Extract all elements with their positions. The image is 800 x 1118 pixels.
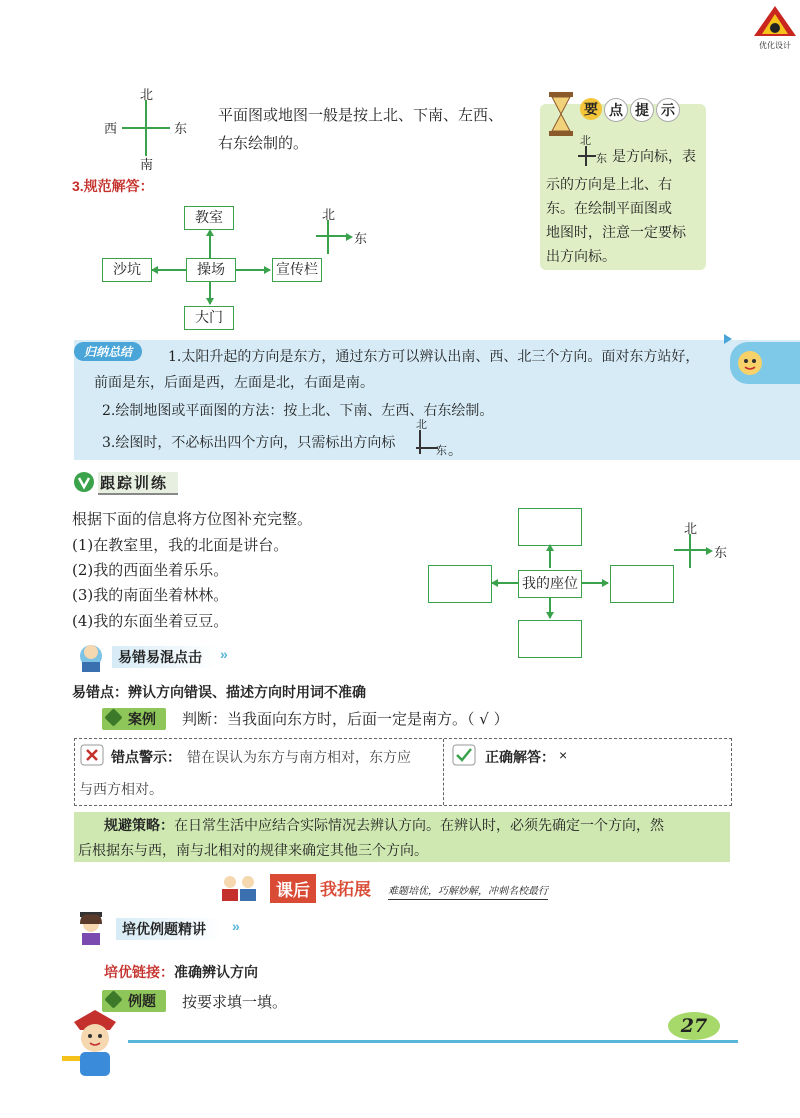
tip-line1: 是方向标，表 (612, 149, 696, 165)
map-box-center: 操场 (186, 258, 236, 282)
compass-north: 北 (140, 88, 154, 103)
mistake-title: 易错易混点击 (112, 646, 216, 668)
map-box-right: 宣传栏 (272, 258, 322, 282)
tip-panel (540, 101, 706, 270)
tip-compass-north: 北 (580, 134, 591, 147)
warning-text-2: 与西方相对。 (79, 782, 163, 798)
tip-line2: 示的方向是上北、右 (546, 177, 672, 193)
compass-south: 南 (140, 158, 154, 173)
warning-label: 错点警示： (111, 749, 181, 765)
training-header (72, 470, 202, 494)
case-text: 判断：当我面向东方时，后面一定是南方。（ √ ） (182, 710, 509, 728)
example-text: 按要求填一填。 (182, 993, 288, 1011)
compass-east: 东 (174, 122, 188, 137)
tip-line3: 东。在绘制平面图或 (546, 201, 672, 217)
summary-item1b: 前面是东，后面是西，左面是北，右面是南。 (94, 375, 374, 391)
extension-banner (218, 872, 588, 906)
kids-group-icon (218, 872, 266, 904)
side-tab (730, 342, 800, 384)
advanced-link (104, 962, 258, 982)
correct-text: × (559, 747, 568, 763)
compass-west: 西 (104, 122, 118, 137)
map1-compass-east: 东 (354, 232, 368, 247)
strategy-text-2: 后根据东与西，南与北相对的规律来确定其他三个方向。 (78, 843, 428, 859)
advanced-header (72, 910, 262, 946)
summary-item2: 2.绘制地图或平面图的方法：按上北、下南、左西、右东绘制。 (102, 403, 494, 419)
tip-title-char: 提 (630, 98, 654, 122)
tip-line5: 出方向标。 (546, 249, 616, 265)
page-number: 27 (680, 1015, 708, 1037)
footer-bar (128, 1040, 738, 1043)
strategy-label: 规避策略： (104, 817, 174, 833)
blank-box-left[interactable] (428, 565, 492, 603)
training-item-3: (3)我的南面坐着林林。 (72, 586, 229, 604)
summary-panel (74, 340, 800, 460)
training-compass-north: 北 (684, 522, 698, 537)
correct-label: 正确解答： (485, 749, 555, 765)
pencil-icon (104, 990, 122, 1008)
mistake-point: 易错点：辨认方向错误、描述方向时用词不准确 (72, 684, 366, 700)
tip-compass-east: 东 (596, 152, 607, 165)
banner-right: 我拓展 (320, 880, 371, 899)
mistake-header (72, 640, 252, 674)
case-label (102, 708, 166, 730)
summary-tag: 归纳总结 (74, 342, 142, 361)
center-box: 我的座位 (518, 570, 582, 598)
training-intro: 根据下面的信息将方位图补充完整。 (72, 510, 313, 528)
training-item-2: (2)我的西面坐着乐乐。 (72, 561, 229, 579)
chevron-right-icon: » (232, 918, 240, 934)
example-label-text: 例题 (128, 993, 156, 1009)
cross-icon (79, 743, 105, 767)
warning-text-1: 错在误认为东方与南方相对，东方应 (187, 750, 411, 766)
tip-title-char: 点 (604, 98, 628, 122)
blank-box-right[interactable] (610, 565, 674, 603)
map1-compass-north: 北 (322, 208, 336, 223)
training-item-4: (4)我的东面坐着豆豆。 (72, 612, 229, 630)
dragon-face-icon (736, 349, 764, 377)
pencil-icon (104, 708, 122, 726)
chevron-right-icon: » (220, 646, 228, 662)
check-icon (451, 743, 477, 767)
summary-compass-north: 北 (416, 418, 427, 431)
training-compass-east: 东 (714, 546, 728, 561)
intro-text-2: 右东绘制的。 (218, 134, 309, 152)
tip-title-char: 要 (580, 98, 602, 120)
tip-title-char: 示 (656, 98, 680, 122)
summary-compass-east: 东 (436, 444, 447, 457)
side-arrow-icon (724, 334, 732, 344)
summary-item1a: 1.太阳升起的方向是东方，通过东方可以辨认出南、西、北三个方向。面对东方站好， (168, 349, 700, 365)
hourglass-icon (546, 90, 576, 138)
advanced-link-text: 准确辨认方向 (174, 964, 258, 980)
warning-divider (443, 739, 444, 805)
intro-compass (104, 86, 188, 173)
training-title: 跟踪训练 (98, 472, 178, 495)
advanced-link-label: 培优链接： (104, 964, 174, 980)
answer-heading: 3.规范解答： (72, 178, 154, 194)
training-compass (668, 518, 728, 570)
map-box-left: 沙坑 (102, 258, 152, 282)
logo-text: 优化设计 (759, 41, 791, 50)
logo-triangle-icon (752, 4, 798, 38)
case-label-text: 案例 (128, 711, 156, 727)
map1-compass (312, 204, 366, 256)
intro-text-1: 平面图或地图一般是按上北、下南、左西、 (218, 106, 504, 124)
map-box-top: 教室 (184, 206, 234, 230)
summary-compass (410, 420, 450, 458)
strategy-text-1: 在日常生活中应结合实际情况去辨认方向。在辨认时，必须先确定一个方向，然 (174, 818, 664, 834)
page-number-badge (668, 1012, 720, 1040)
tip-title (580, 98, 680, 122)
banner-tagline: 难题培优，巧解妙解，冲刺名校最行 (388, 882, 548, 900)
tip-compass (574, 136, 608, 168)
tip-line4: 地图时，注意一定要标 (546, 225, 686, 241)
training-item-1: (1)在教室里，我的北面是讲台。 (72, 536, 289, 554)
summary-item3: 3.绘图时，不必标出四个方向，只需标出方向标 (102, 435, 396, 451)
corner-logo (752, 4, 798, 48)
map-box-bottom: 大门 (184, 306, 234, 330)
blank-box-bottom[interactable] (518, 620, 582, 658)
mascot-figure-icon (60, 1008, 130, 1084)
warning-box (74, 738, 732, 806)
teacher-mascot-icon (72, 910, 112, 946)
blank-box-top[interactable] (518, 508, 582, 546)
strategy-panel (74, 812, 730, 862)
summary-period: 。 (448, 443, 462, 459)
training-icon (72, 470, 96, 494)
boy-mascot-icon (72, 640, 110, 674)
advanced-title: 培优例题精讲 (116, 918, 220, 940)
banner-left: 课后 (270, 874, 316, 903)
